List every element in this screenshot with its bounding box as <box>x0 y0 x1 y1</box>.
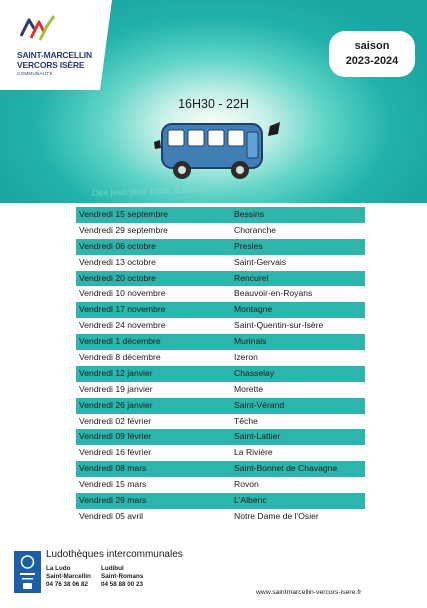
schedule-date: Vendredi 02 février <box>79 415 152 426</box>
bus-door <box>247 132 258 158</box>
schedule-date: Vendredi 29 mars <box>79 495 147 506</box>
ludo-phone: 04 76 38 06 82 <box>46 580 89 588</box>
schedule-date: Vendredi 16 février <box>79 447 152 458</box>
schedule-place: Presles <box>234 240 263 251</box>
ludotheque-la-ludo <box>46 565 91 588</box>
schedule-date: Vendredi 17 novembre <box>79 304 166 315</box>
logo-line2: VERCORS ISÈRE <box>17 60 85 70</box>
schedule-place: Izeron <box>234 352 258 363</box>
schedule-place: Choranche <box>234 224 277 235</box>
opening-hours: 16H30 - 22H <box>178 97 249 111</box>
schedule-place: Morette <box>234 383 264 394</box>
schedule-row <box>76 461 365 477</box>
schedule-date: Vendredi 29 septembre <box>79 224 168 235</box>
bus-window <box>208 130 224 146</box>
schedule-date: Vendredi 12 janvier <box>79 367 153 378</box>
tagline: Des jeux pour route la famille <box>91 183 209 199</box>
season-years: 2023-2024 <box>345 55 399 67</box>
community-logo <box>14 10 109 78</box>
schedule-row <box>76 350 365 366</box>
schedule-place: Chasselay <box>234 367 275 378</box>
schedule-date: Vendredi 8 décembre <box>79 352 161 363</box>
schedule-place: Murinais <box>234 336 267 347</box>
schedule-row <box>76 286 365 302</box>
schedule-row <box>76 398 365 414</box>
mountains-logo-icon <box>20 12 56 46</box>
schedule-row <box>76 318 365 334</box>
schedule-place: Rencurel <box>234 272 269 283</box>
schedule-row <box>76 445 365 461</box>
schedule-row <box>76 302 365 318</box>
bus-window <box>188 130 204 146</box>
schedule-place: Bessins <box>234 209 265 219</box>
schedule-place: Rovon <box>234 479 259 490</box>
caf-logo-icon <box>14 551 41 593</box>
schedule-place: Saint-Bonnet de Chavagne <box>234 463 338 474</box>
season-badge <box>329 31 415 77</box>
schedule-place: Saint-Gervais <box>234 256 287 267</box>
schedule-date: Vendredi 10 novembre <box>79 288 166 299</box>
schedule-row <box>76 223 365 239</box>
logo-line1: SAINT-MARCELLIN <box>17 50 92 60</box>
schedule-date: Vendredi 1 décembre <box>79 336 161 347</box>
schedule-row <box>76 271 365 287</box>
ludo-name: Ludibul <box>101 565 124 572</box>
header-banner <box>0 0 427 203</box>
schedule-place: L'Albenc <box>234 495 267 506</box>
bus-window <box>228 130 244 146</box>
schedule-date: Vendredi 09 février <box>79 431 152 442</box>
ludo-town: Saint-Marcellin <box>46 572 91 580</box>
schedule-row <box>76 334 365 350</box>
schedule-row <box>76 207 365 223</box>
schedule-place: Beauvoir-en-Royans <box>234 288 313 299</box>
schedule-row <box>76 239 365 255</box>
schedule-date: Vendredi 24 novembre <box>79 320 166 331</box>
logo-line3: COMMUNAUTÉ <box>17 71 53 76</box>
schedule-date: Vendredi 15 septembre <box>79 209 168 219</box>
flying-card-icon <box>154 140 161 149</box>
schedule-table <box>76 207 365 525</box>
game-bus-illustration <box>152 112 282 188</box>
schedule-date: Vendredi 20 octobre <box>79 272 156 283</box>
website-link[interactable]: www.saintmarcellin-vercors-isere.fr <box>256 589 362 596</box>
schedule-place: Saint-Vérand <box>234 399 285 410</box>
schedule-row <box>76 255 365 271</box>
schedule-row <box>76 366 365 382</box>
schedule-place: Saint-Lattier <box>234 431 281 442</box>
footer-title: Ludothèques intercommunales <box>46 549 183 560</box>
ludo-phone: 04 58 88 00 23 <box>101 580 144 588</box>
bus-window <box>168 130 184 146</box>
schedule-date: Vendredi 06 octobre <box>79 240 156 251</box>
schedule-date: Vendredi 08 mars <box>79 463 147 474</box>
ludo-name: La Ludo <box>46 565 71 572</box>
schedule-row <box>76 414 365 430</box>
schedule-row <box>76 382 365 398</box>
flying-card-icon <box>268 122 280 136</box>
schedule-place: Saint-Quentin-sur-Isère <box>234 320 324 331</box>
season-label: saison <box>354 40 390 52</box>
schedule-place: Notre Dame de l'Osier <box>234 510 319 521</box>
schedule-place: Têche <box>234 415 258 426</box>
ludo-town: Saint-Romans <box>101 572 144 580</box>
schedule-row <box>76 493 365 509</box>
schedule-row <box>76 477 365 493</box>
schedule-date: Vendredi 13 octobre <box>79 256 156 267</box>
schedule-place: La Rivière <box>234 447 273 458</box>
schedule-row <box>76 429 365 445</box>
schedule-place: Montagne <box>234 304 273 315</box>
schedule-date: Vendredi 19 janvier <box>79 383 153 394</box>
schedule-date: Vendredi 05 avril <box>79 510 144 521</box>
schedule-row <box>76 509 365 525</box>
schedule-date: Vendredi 15 mars <box>79 479 147 490</box>
ludotheque-ludibul <box>101 565 143 588</box>
schedule-date: Vendredi 26 janvier <box>79 399 153 410</box>
